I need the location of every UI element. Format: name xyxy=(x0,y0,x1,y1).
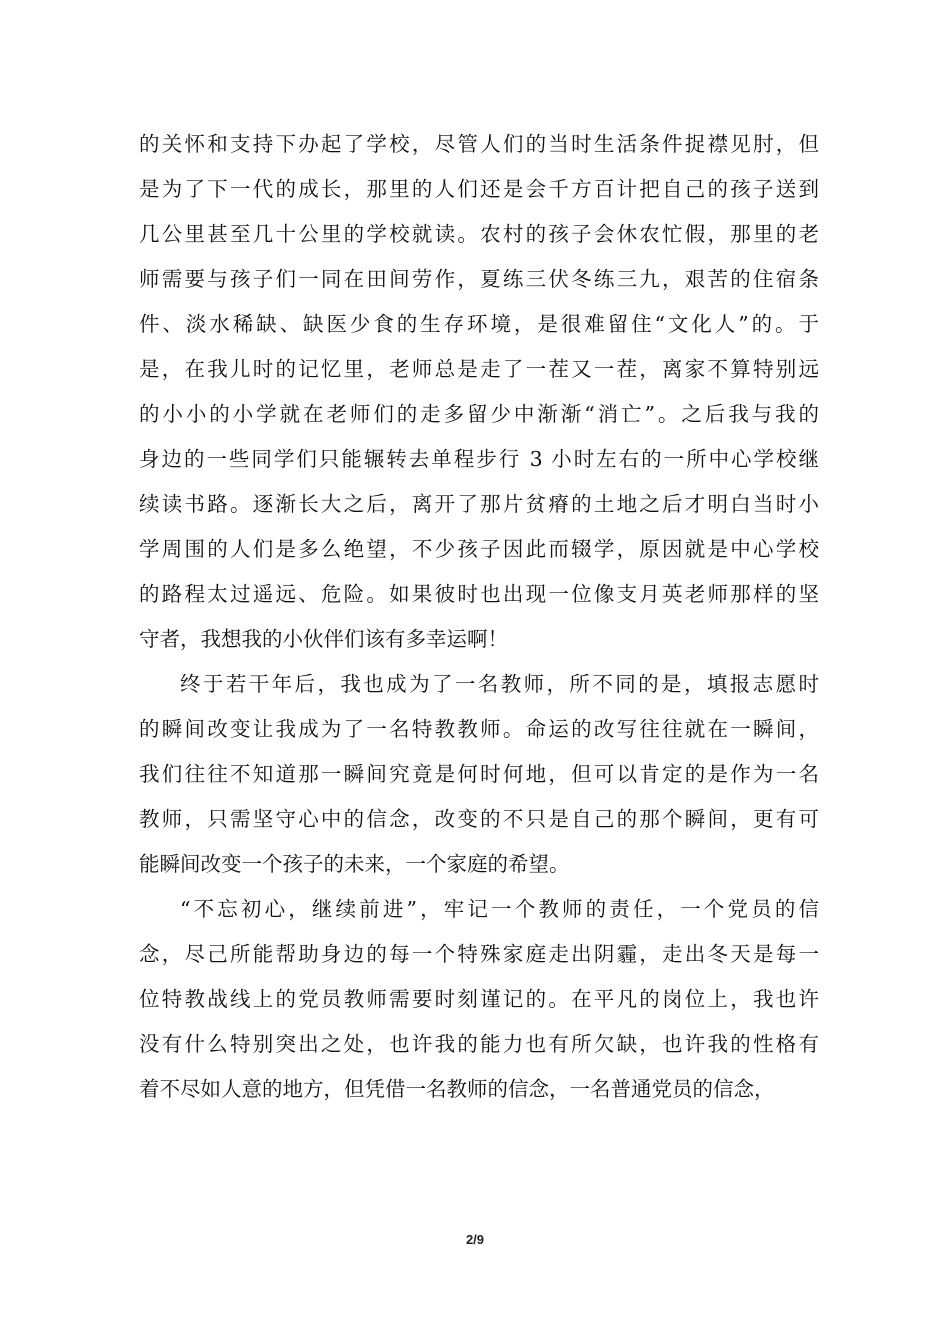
text-line: 师需要与孩子们一同在田间劳作，夏练三伏冬练三九，艰苦的住宿条 xyxy=(139,267,819,291)
text-line: 我们往往不知道那一瞬间究竟是何时何地，但可以肯定的是作为一名 xyxy=(139,762,819,786)
text-line: 着不尽如人意的地方，但凭借一名教师的信念，一名普通党员的信念， xyxy=(139,1077,775,1101)
text-line: 学周围的人们是多么绝望，不少孩子因此而辍学，原因就是中心学校 xyxy=(139,537,819,561)
text-line: 几公里甚至几十公里的学校就读。农村的孩子会休农忙假，那里的老 xyxy=(139,222,819,246)
text-line: 件、淡水稀缺、缺医少食的生存环境，是很难留住“文化人”的。于 xyxy=(139,312,819,336)
text-line: 是为了下一代的成长，那里的人们还是会千方百计把自己的孩子送到 xyxy=(139,177,819,201)
text-line: 的关怀和支持下办起了学校，尽管人们的当时生活条件捉襟见肘，但 xyxy=(139,132,819,156)
text-line: 守者，我想我的小伙伴们该有多幸运啊！ xyxy=(139,627,508,651)
text-line: 的瞬间改变让我成为了一名特教教师。命运的改写往往就在一瞬间， xyxy=(139,717,819,741)
text-line: 的路程太过遥远、危险。如果彼时也出现一位像支月英老师那样的坚 xyxy=(139,582,819,606)
body-text xyxy=(139,122,819,1112)
text-line: 身边的一些同学们只能辗转去单程步行 3 小时左右的一所中心学校继 xyxy=(139,447,819,471)
text-line: 终于若干年后，我也成为了一名教师，所不同的是，填报志愿时 xyxy=(180,672,819,696)
page-number: 2/9 xyxy=(465,1232,485,1247)
text-line: 是，在我儿时的记忆里，老师总是走了一茬又一茬，离家不算特别远 xyxy=(139,357,819,381)
text-line: 能瞬间改变一个孩子的未来，一个家庭的希望。 xyxy=(139,852,570,876)
text-line: 念，尽己所能帮助身边的每一个特殊家庭走出阴霾，走出冬天是每一 xyxy=(139,942,819,966)
text-line: 没有什么特别突出之处，也许我的能力也有所欠缺，也许我的性格有 xyxy=(139,1032,819,1056)
text-line: 续读书路。逐渐长大之后，离开了那片贫瘠的土地之后才明白当时小 xyxy=(139,492,819,516)
text-line: 的小小的小学就在老师们的走多留少中渐渐“消亡”。之后我与我的 xyxy=(139,402,819,426)
text-line: 位特教战线上的党员教师需要时刻谨记的。在平凡的岗位上，我也许 xyxy=(139,987,819,1011)
text-line: “不忘初心，继续前进”，牢记一个教师的责任，一个党员的信 xyxy=(180,897,819,921)
text-line: 教师，只需坚守心中的信念，改变的不只是自己的那个瞬间，更有可 xyxy=(139,807,819,831)
